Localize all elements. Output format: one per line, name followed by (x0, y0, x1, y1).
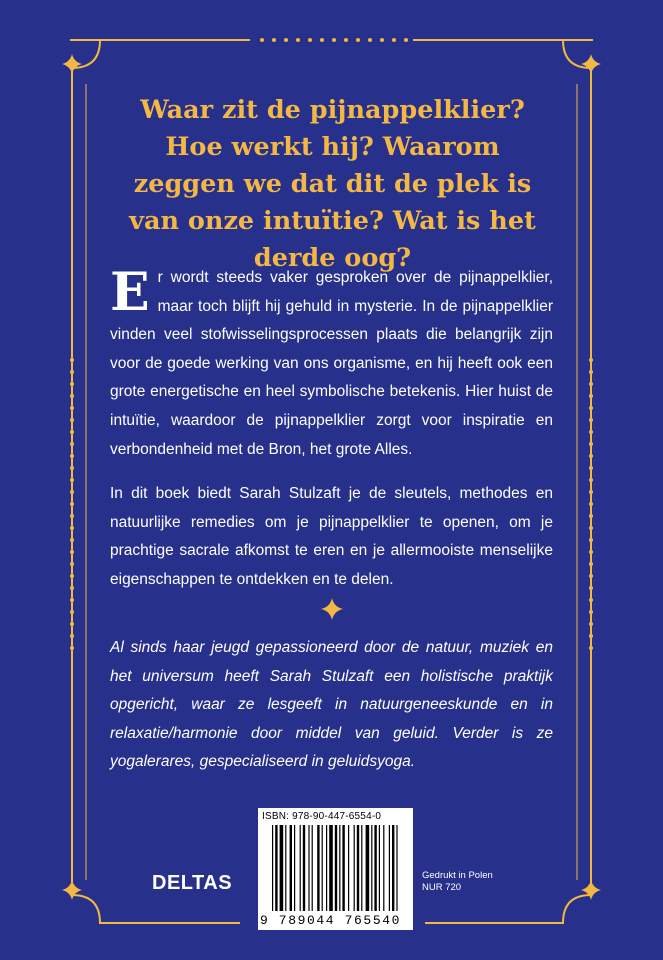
sparkle-icon-bottom-left (62, 880, 82, 900)
sparkle-icon-bottom-right (581, 880, 601, 900)
sparkle-icon-top-left (62, 54, 82, 74)
sparkle-icon-center (321, 598, 343, 620)
barcode-icon (258, 808, 413, 930)
dots-top (260, 38, 408, 42)
printing-info (422, 870, 493, 894)
nur-code: NUR 720 (422, 882, 462, 893)
question-heading: Waar zit de pijnappelklier? Hoe werkt hij? Waarom zeggen we dat dit de plek is van onze intuïtie? Wat is het derde oog? (129, 95, 536, 273)
publisher-logo: DELTAS (152, 872, 233, 894)
ean-number: 9 789044 765540 (260, 913, 402, 928)
barcode-block (258, 808, 413, 930)
paragraph-book: In dit boek biedt Sarah Stulzaft je de sleutels, methodes en natuurlijke remedies om je pijnappelklier te openen, om je prachtige sacrale afkomst te eren en je allermooiste menselijke eigenschappen te ontdekken en te delen. (110, 485, 553, 588)
printed-in: Gedrukt in Polen (422, 870, 493, 881)
paragraph-intro (110, 264, 553, 464)
sparkle-icon-top-right (581, 54, 601, 74)
drop-cap: E (110, 262, 150, 323)
paragraph-author-bio: Al sinds haar jeugd gepassioneerd door de natuur, muziek en het universum heeft Sarah Stulzaft een holistische praktijk opgericht, waar ze lesgeeft in natuurgeneeskunde en in relaxatie/harmonie door middel van geluid. Verder is ze yogalerares, gespecialiseerd in geluidsyoga. (110, 639, 553, 771)
paragraph-intro-text: r wordt steeds vaker gesproken over de pijnappelklier, maar toch blijft hij gehuld in mysterie. In de pijnappelklier vinden veel stofwisselingsprocessen plaats die belangrijk zijn voor de goede werking van ons organisme, en hij heeft ook een grote energetische en heel symbolische betekenis. Hier huist de intuïtie, waardoor de pijnappelklier zorgt voor inspiratie en verbondenheid met de Bron, het grote Alles. (110, 269, 553, 458)
isbn-label: ISBN: 978-90-447-6554-0 (262, 811, 382, 822)
